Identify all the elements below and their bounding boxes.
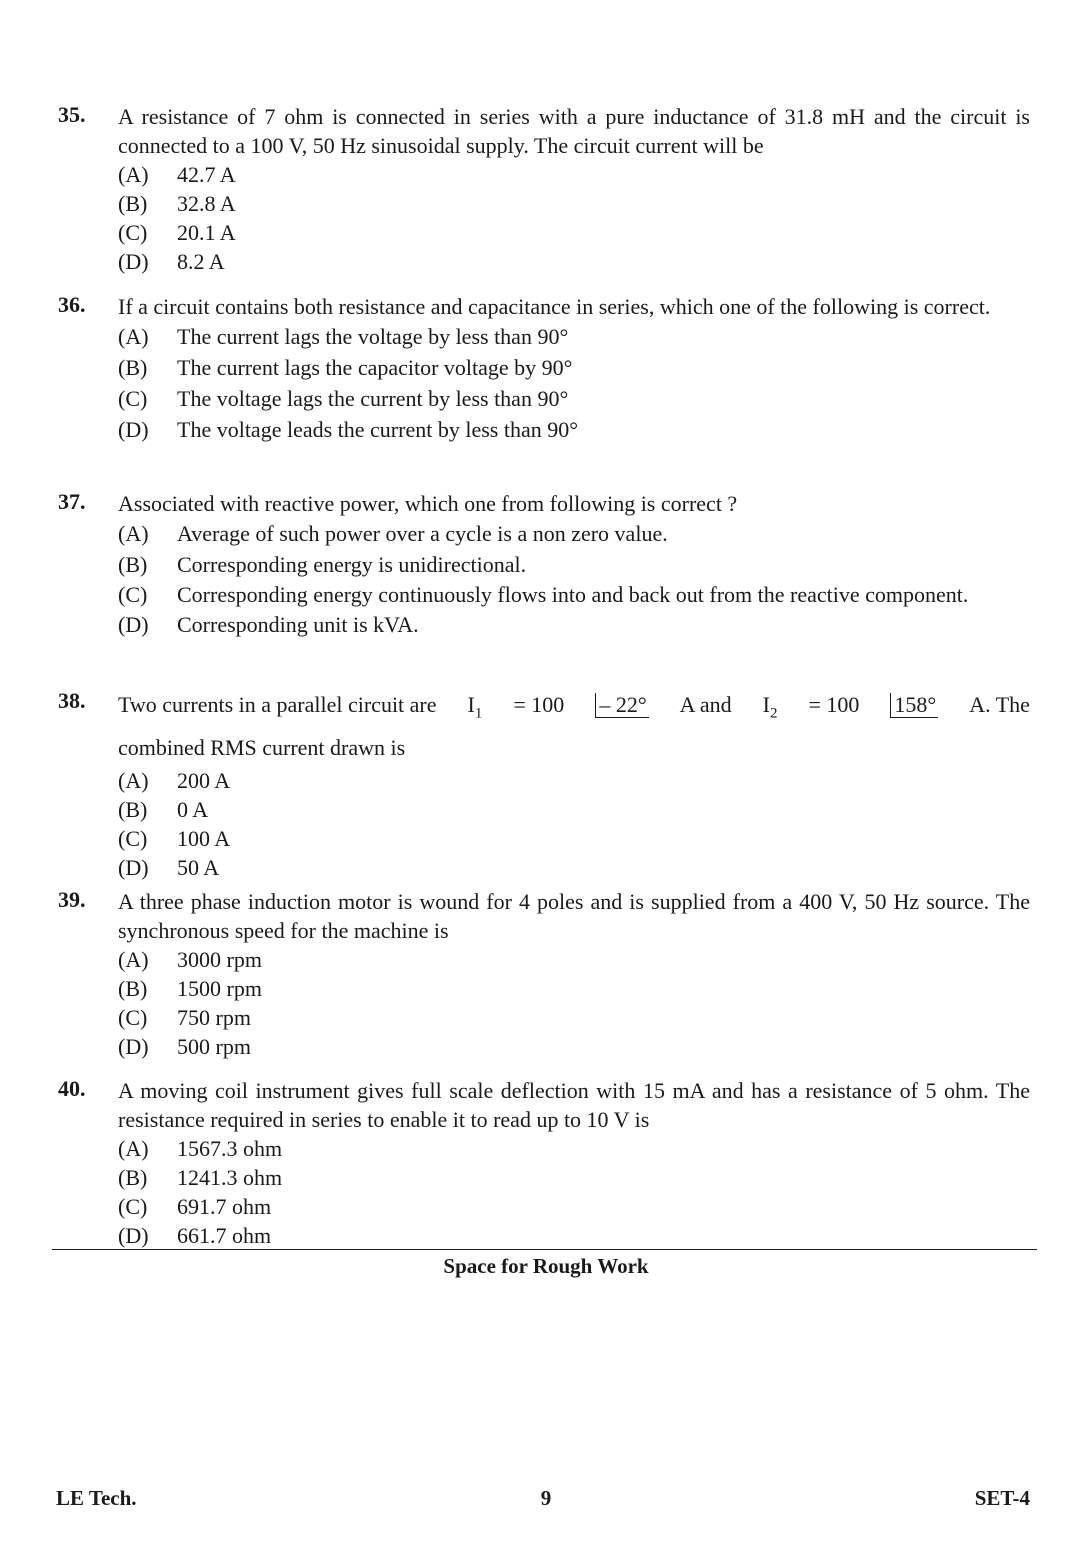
question-text: If a circuit contains both resistance and capacitance in series, which one of the following is correct. <box>118 294 991 319</box>
option-a <box>118 1134 1030 1163</box>
question-36 <box>58 292 1030 445</box>
i2-unit: A. The <box>969 692 1030 717</box>
option-b <box>118 1163 1030 1192</box>
current-i1 <box>468 688 483 730</box>
question-35 <box>58 102 1030 276</box>
question-number: 37. <box>58 489 86 514</box>
option-text: The voltage lags the current by less than 90° <box>177 386 569 411</box>
i1-magnitude: = 100 <box>513 692 565 717</box>
option-d <box>118 1032 1030 1061</box>
option-label: (B) <box>118 191 148 216</box>
option-label: (C) <box>118 582 148 607</box>
option-text: The voltage leads the current by less than 90° <box>177 417 579 442</box>
options-list <box>118 766 1030 882</box>
i2-symbol: I <box>762 692 770 717</box>
option-text: 1500 rpm <box>177 976 262 1001</box>
question-number: 36. <box>58 292 86 317</box>
option-label: (C) <box>118 1194 148 1219</box>
question-number: 38. <box>58 688 86 713</box>
option-b <box>118 549 1030 580</box>
option-label: (A) <box>118 162 149 187</box>
option-label: (C) <box>118 826 148 852</box>
option-d <box>118 1221 1030 1250</box>
option-c <box>118 580 1030 609</box>
option-b <box>118 974 1030 1003</box>
option-text: 661.7 ohm <box>177 1223 272 1248</box>
option-text: 20.1 A <box>177 220 236 245</box>
option-label: (D) <box>118 855 149 881</box>
option-text: The current lags the capacitor voltage by 90° <box>177 355 573 380</box>
option-label: (B) <box>118 797 148 823</box>
option-a <box>118 766 1030 795</box>
current-i2 <box>763 688 778 730</box>
question-number: 40. <box>58 1076 86 1101</box>
question-text: Associated with reactive power, which one from following is correct ? <box>118 491 738 516</box>
divider-rule <box>52 1249 1037 1250</box>
option-text: 200 A <box>177 768 231 794</box>
option-text: 8.2 A <box>177 249 225 274</box>
question-number: 39. <box>58 887 86 912</box>
option-c <box>118 1192 1030 1221</box>
option-c <box>118 1003 1030 1032</box>
option-label: (A) <box>118 521 149 546</box>
option-a <box>118 160 1030 189</box>
option-text: Corresponding energy is unidirectional. <box>177 552 527 577</box>
i1-symbol: I <box>467 692 475 717</box>
question-text: A moving coil instrument gives full scale deflection with 15 mA and has a resistance of 5 ohm. The resistance required in series to enable it to read up to 10 V is <box>118 1078 1030 1132</box>
option-a <box>118 518 1030 549</box>
option-text: 691.7 ohm <box>177 1194 272 1219</box>
option-label: (C) <box>118 220 148 245</box>
i1-subscript: 1 <box>474 705 483 722</box>
option-b <box>118 352 1030 383</box>
options-list <box>118 945 1030 1061</box>
footer-set: SET-4 <box>974 1486 1030 1510</box>
option-label: (A) <box>118 1136 149 1161</box>
option-d <box>118 414 1030 445</box>
question-39 <box>58 887 1030 1061</box>
i2-angle: 158° <box>890 693 938 718</box>
question-text <box>118 688 1030 766</box>
option-label: (B) <box>118 1165 148 1190</box>
option-c <box>118 218 1030 247</box>
option-text: 32.8 A <box>177 191 236 216</box>
option-c <box>118 824 1030 853</box>
option-text: 3000 rpm <box>177 947 262 972</box>
option-text: 500 rpm <box>177 1034 251 1059</box>
option-b <box>118 189 1030 218</box>
option-label: (B) <box>118 976 148 1001</box>
option-label: (B) <box>118 552 148 577</box>
i2-subscript: 2 <box>769 705 778 722</box>
option-text: Corresponding energy continuously flows into and back out from the reactive component. <box>177 582 969 607</box>
option-a <box>118 945 1030 974</box>
option-a <box>118 321 1030 352</box>
option-text: 50 A <box>177 855 220 881</box>
rough-work-heading: Space for Rough Work <box>443 1254 649 1278</box>
option-text: Corresponding unit is kVA. <box>177 612 419 637</box>
footer-course: LE Tech. <box>56 1486 137 1510</box>
option-d <box>118 247 1030 276</box>
options-list <box>118 160 1030 276</box>
options-list <box>118 518 1030 640</box>
option-label: (B) <box>118 355 148 380</box>
option-d <box>118 609 1030 640</box>
option-c <box>118 383 1030 414</box>
option-label: (C) <box>118 1005 148 1030</box>
option-text: The current lags the voltage by less than 90° <box>177 324 569 349</box>
option-d <box>118 853 1030 882</box>
phasor-line <box>118 688 1030 730</box>
option-label: (A) <box>118 324 149 349</box>
options-list <box>118 1134 1030 1250</box>
option-label: (D) <box>118 612 149 637</box>
option-label: (D) <box>118 1223 149 1248</box>
question-37 <box>58 489 1030 640</box>
option-text: 42.7 A <box>177 162 236 187</box>
question-40 <box>58 1076 1030 1250</box>
option-text: 1567.3 ohm <box>177 1136 283 1161</box>
i2-magnitude: = 100 <box>808 692 860 717</box>
i1-unit: A and <box>679 692 732 717</box>
option-label: (D) <box>118 1034 149 1059</box>
question-text: A three phase induction motor is wound for 4 poles and is supplied from a 400 V, 50 Hz source. The synchronous speed for the machine is <box>118 889 1030 943</box>
option-text: 750 rpm <box>177 1005 251 1030</box>
option-label: (C) <box>118 386 148 411</box>
options-list <box>118 321 1030 445</box>
option-text: 100 A <box>177 826 231 852</box>
intro-text: Two currents in a parallel circuit are <box>118 692 437 717</box>
option-text: 0 A <box>177 797 209 823</box>
option-label: (A) <box>118 947 149 972</box>
option-b <box>118 795 1030 824</box>
option-label: (D) <box>118 249 149 274</box>
page-number: 9 <box>540 1486 552 1510</box>
question-text: A resistance of 7 ohm is connected in series with a pure inductance of 31.8 mH and the circuit is connected to a 100 V, 50 Hz sinusoidal supply. The circuit current will be <box>118 104 1030 158</box>
option-text: 1241.3 ohm <box>177 1165 283 1190</box>
question-38 <box>58 688 1030 882</box>
option-label: (A) <box>118 768 149 794</box>
option-text: Average of such power over a cycle is a non zero value. <box>177 521 668 546</box>
option-label: (D) <box>118 417 149 442</box>
question-text-rest: combined RMS current drawn is <box>118 735 406 761</box>
i1-angle: – 22° <box>595 693 648 718</box>
question-number: 35. <box>58 102 86 127</box>
